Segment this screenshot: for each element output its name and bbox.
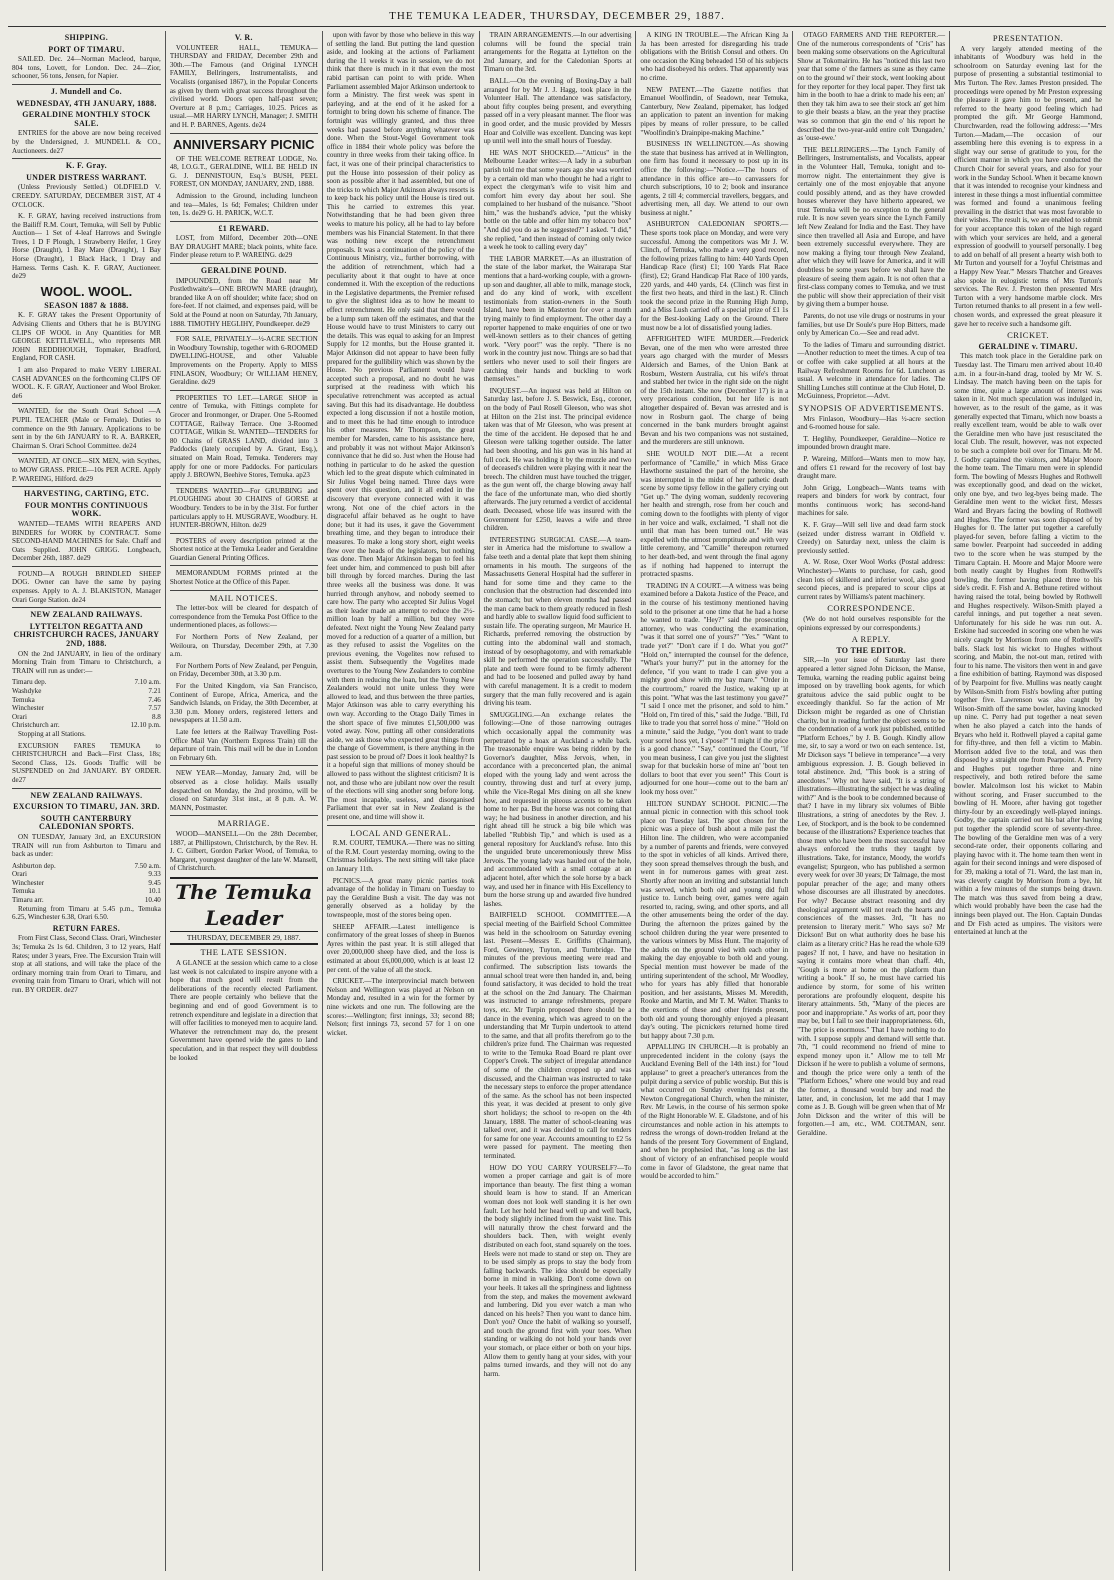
column-rule	[170, 815, 318, 816]
page-masthead: THE TEMUKA LEADER, THURSDAY, DECEMBER 29, 1887.	[8, 6, 1106, 27]
column-rule	[12, 84, 161, 85]
ad-heading: SEASON 1887 & 1888.	[44, 300, 129, 310]
column-rule	[170, 483, 318, 484]
text-block	[170, 394, 318, 480]
text-block	[797, 521, 945, 555]
text-block	[327, 31, 475, 822]
ad-heading: K. F. Gray.	[65, 161, 107, 171]
article-paragraph: FOR SALE, PRIVATELY—½-ACRE SECTION in Woodbury Township, together with 6-ROOMED DWELLING-HOUSE, and other Valuable Improvements on the Property. Apply to MISS FINLASON, Woodbury; Or WILLIAM HENEY, Geraldine. de29	[169, 335, 318, 387]
text-block	[12, 311, 161, 363]
article-paragraph: TRADING IN A COURT.—A witness was being examined before a Dakota Justice of the Peace, and in the course of his testimony mentioned having sold to the prisoner at one time that he had a horse he wanted to trade. "Hey?" said the prosecuting attorney, who was conducting the examination, "was it that sorrel one of yours?" "Yes." "Want to trade yet?" "Don't care if I do. What you got?" "Hold on," interrupted the counsel for the defence, "What's your hurry?" put in the attorney for the defence, "if you want to trade I can give you a mighty good show with my bay mare." "Order in the courtroom," roared the Justice, waking up at this point. "What was the last testimony you gave?" "I said I once met the prisoner, and sold to him." "Hold on, I'm tired of this," said the Judge. "Bill, I'd like to trade you that sorrel hoss o' mine." "Hold on a minute," said the Judge, "you don't want to trade your sorrel hoss yet, I s'pose?" "I might if the price is a good chance." "Say," continued the Court, "if you mean business, I can give you just the slightest swap for that buckskin horse of mine an' 'bout ten dollars to boot that ever you seen!" This Court is adjourned for one hour—come out to the barn an' look my hoss over."	[640, 581, 789, 797]
text-block	[484, 387, 632, 533]
article-paragraph: IMPOUNDED, from the Road near Mr Postlethwaite's—ONE BROWN MARE (draught), branded like A on off shoulder; white face; shod on fore-feet. If not claimed, and expenses paid, will be Sold at the Pound at noon on Saturday, 7th January, 1888. TIMOTHY HEGLIHY, Poundkeeper. de29	[169, 276, 318, 328]
article-paragraph: SIR,—In your issue of Saturday last there appeared a letter signed John Dickson, the Manse, Temuka, warning the reading public against being imposed on by travelling book agents, for which gratuitous advice the said public ought to be exceedingly thankful. So far the action of Mr Dickson might be regarded as one of Christian charity, but in reading further the object seems to be the condemnation of a work just published, entitled "Platform Echoes," by J. B. Gough. Kindly allow me, sir, to say a word or two on each sentence. 1st, Mr Dickson says "I believe in temperance"—a very ambiguous expression. J. B. Gough believed in total abstinence. 2nd, "This book is a string of anecdotes." Why not have said, "It is a string of illustrations—illustrating the subject he was dealing with?" And is the book to be condemned because of that? I have in my library six volumes of Bible Illustrations, a string of anecdotes by the Rev. J. Lee, of Stockport, and is the book to be condemned because of the illustrations? Experience teaches that those men who have been the most successful have always enforced the truths they taught by illustrations. Take, for instance, Moody, the world's evangelist; Spurgeon, who has published a sermon every week for over 30 years; Dr Talmage, the most popular preacher of the age; and many others whose discourses are all illustrated by anecdotes. For why? Because abstract reasoning and dry theological argument will not reach the hearts and consciences of the masses. 3rd, "It has no pretension to literary merit." Who says so? Mr Dickson! But on what authority does he base his claim as a literary critic? Has he read the whole 639 pages? If not, I have, and have no hesitation in saying it contains more wheat than chaff. 4th, "Gough is more at home on the platform than writing a book." If so, he must have carried his audience by storm, for some of his written perorations are profoundly eloquent, despite his literary attainments. 5th, "Many of the pieces are poor and inappropriate." As works of art, poor they may be, but I fail to see their inappropriateness. 6th, "The price is enormous." That I have nothing to do with. I suppose supply and demand will settle that. 7th, "I could recommend no friend of mine to expend money upon it." Allow me to tell Mr Dickson if he were to publish a volume of sermons, and though the price were only a tenth of the "Platform Echoes," where one would buy and read the former, a thousand would buy and read the latter, and, in conclusion, let me add that I may come as J. B. Gough will be green when that of Mr John Dickson and the writer of this will be forgotten.—I am, etc., WM. COLTMAN, senr. Geraldine.	[797, 656, 946, 1138]
text-block	[12, 457, 161, 483]
article-paragraph: LOST, from Milford, December 20th—ONE BAY DRAUGHT MARE; black points, white face. Finder please return to P. WAREING. de29	[169, 234, 318, 260]
article-paragraph: K. F. Gray—Will sell live and dead farm stock (seized under distress warrant in Oldfield v. Creedy) on Saturday next, unless the claim is previously settled.	[797, 521, 946, 555]
text-block	[12, 212, 161, 281]
text-block	[327, 839, 475, 873]
article-paragraph: OTAGO FARMERS AND THE REPORTER.—One of the numerous correspondents of "Cris" has been making some observations on the Agricultural Show at Tokomairiro. He has "noticed this last two year that some o' the farmers as sune as they came on to the ground wi' their stock, went looking about for they reporter for they local paper. They first tak him in the booth to hae a drink to made his een; an' then they tak him awa to see their stock an' get him to gie their beasts a blaw, an the year they practise was so common that gin the end o' his report he described the two-year-auld entire colt 'Dungaden,' as 'ouse-ewe.'	[797, 31, 946, 143]
newspaper-nameplate: The Temuka Leader	[170, 877, 318, 932]
ad-heading: £1 REWARD.	[218, 223, 270, 233]
text-block	[797, 146, 945, 309]
text-block	[797, 31, 945, 143]
timetable-row	[12, 870, 161, 879]
text-block	[797, 656, 945, 1137]
text-block	[12, 742, 161, 785]
article-paragraph: INQUEST.—An inquest was held at Hilton on Saturday last, before J. S. Beswick, Esq., coroner, on the body of Paul Rosell Gleeson, who was shot at Hilton on the 21st inst. The principal evidence taken was that of Mr Gleeson, who was present at the time of the accident. He deposed that he and Gleeson were talking together outside. The latter had been shooting, and his gun was in his hand at full cock. He was holding it by the muzzle and two of deceased's children were playing with it near the breech. The children must have touched the trigger, as the gun went off, the charge blowing away half the face of the unfortunate man, who died shortly afterwards. The jury returned a verdict of accidental death. Deceased, whose life was insured with the Government for £250, leaves a wife and three children.	[483, 386, 632, 533]
ad-heading: RETURN FARES.	[52, 923, 121, 933]
ad-heading: HARVESTING, CARTING, ETC.	[23, 489, 149, 499]
column-6	[792, 31, 949, 1571]
section-heading: A REPLY.	[851, 634, 891, 645]
timetable-time: 10.1	[148, 887, 161, 896]
article-paragraph: (We do not hold ourselves responsible for the opinions expressed by our correspondents.)	[797, 615, 946, 632]
ad-heading: SHIPPING.	[64, 33, 109, 42]
text-block	[640, 450, 788, 579]
timetable-row	[12, 696, 161, 705]
section-heading: PRESENTATION.	[992, 33, 1064, 43]
text-block	[170, 192, 318, 218]
text-block	[797, 455, 945, 481]
column-1	[8, 31, 165, 1571]
article-paragraph: APPALLING IN CHURCH.—It is probably an unprecedented incident in the colony (says the Auckland Evening Bell of the 14th inst.) for "loud applause" to greet a preacher's utterances from the pulpit during a service of public worship. But this is what occurred on Sunday evening last at the Newton Congregational Church, when the minister, Rev. Mr Lewis, in the course of his sermon spoke of the Right Honorable W. E. Gladstone, and of his circumstances and noble action in his attempts to redress the wrongs of down-trodden Ireland at the hands of the present Tory Government of England, and when he prophesied that, "as long as the last shout of victory of an enfranchised people would come in favor of Gladstone, the great name that would be accorded to him."	[640, 1043, 789, 1181]
text-block	[484, 149, 632, 252]
article-paragraph: For the United Kingdom, via San Francisco, Continent of Europe, Africa, America, and the Sandwich Islands, on Friday, the 30th December, at 3.30 p.m. Money orders, registered letters and newspapers at 11.50 a.m.	[169, 682, 318, 725]
text-block	[797, 484, 945, 518]
text-block	[12, 934, 161, 994]
text-block	[797, 435, 945, 452]
text-block	[484, 1164, 632, 1379]
text-block	[12, 570, 161, 604]
article-paragraph: VOLUNTEER HALL, TEMUKA—THURSDAY and FRIDAY, December 29th and 30th.—The Famous (and Original LYNCH FAMILY, Bellringers, Instrumentalists, and Vocalists (organised 1867), in the Popular Concerts as given by them with great success throughout the civilised world. Doors open half-past seven; Overture at 8 p.m.; Carriages, 10.25. Prices as usual.—MR HARRY LYNCH, Manager; J. SMITH and H. P. BARNES, Agents. de24	[169, 43, 318, 129]
text-block	[797, 341, 945, 401]
text-block	[327, 923, 475, 975]
text-block	[170, 335, 318, 387]
timetable-time: 7.46	[148, 695, 161, 704]
timetable-station: Temuka	[12, 695, 35, 704]
text-block	[797, 312, 945, 338]
text-block	[170, 487, 318, 530]
column-5	[635, 31, 792, 1571]
text-block	[640, 220, 788, 332]
text-block	[640, 800, 788, 1041]
text-block	[12, 366, 161, 400]
timetable-station: Orari	[12, 712, 27, 721]
text-block	[170, 44, 318, 130]
section-heading: SYNOPSIS OF ADVERTISEMENTS.	[798, 402, 945, 413]
article-paragraph: TRAIN ARRANGEMENTS.—In our advertising columns will be found the special train arrangements for the Regatta at Lyttelton on the 2nd January, and for the Caledonian Sports at Timaru on the 3rd.	[483, 31, 632, 74]
columns	[8, 31, 1106, 1571]
ad-heading: NEW ZEALAND RAILWAYS.	[30, 790, 143, 800]
article-paragraph: WOOD—MANSELL—On the 28th December, 1887, at Phillipstown, Christchurch, by the Rev. H. J. C. Gilbert, Gordon Parker Wood, of Temuka, to Margaret, youngest daughter of the late W. Mansell, of Christchurch.	[169, 829, 318, 873]
text-block	[12, 650, 161, 676]
text-block	[640, 582, 788, 797]
column-rule	[170, 765, 318, 766]
article-paragraph: SHE WOULD NOT DIE.—At a recent performance of "Camille," in which Miss Grace Hawthorne sustained the part of the heroine, she was interrupted in the midst of her pathetic death scene by some tipsy fellow in the gallery crying out "Get up." The dying woman, suddenly recovering her health and strength, rose from her couch and coming down to the footlights with plenty of vigor in her voice and walk, exclaimed, "I shall not die until that man has been turned out." He was expelled with the utmost promptitude and with very little ceremony, and "Camille" thereupon returned to her death-bed, and went through the final agony as if nothing had happened to interrupt the protracted spasms.	[640, 449, 789, 579]
ad-heading: V. R.	[234, 33, 253, 42]
column-rule	[170, 133, 318, 134]
timetable-time: 8.8	[151, 712, 161, 721]
text-block	[170, 830, 318, 873]
section-heading: CORRESPONDENCE.	[827, 603, 916, 614]
text-block	[170, 633, 318, 659]
editorial-dateline: THURSDAY, DECEMBER 29, 1887.	[170, 934, 318, 946]
text-block	[12, 55, 161, 81]
article-paragraph: upon with favor by those who believe in this way of settling the land. But putting the land question aside, and looking at the actions of Parliament during the 11 weeks it was in session, we do not think that there is much in it that even the most rabid partisan can point to with pride. When Parliament assembled Major Atkinson undertook to form a Ministry. The first week was spent in parleying, and at the end of it he asked for a fortnight to bring down his scheme of finance. The fortnight was willingly granted, and thus three weeks had passed before anything whatever was done. When the Stout-Vogel Government took office in 1884 their whole policy was before the country in three weeks from their taking office. In fact, it was one of their principal characteristics to put the House into possession of their policy as soon as possible after it had assembled, but one of the tricks to which Major Atkinson always resorts is to keep back his policy until the House is tired out. This he carried to extremes this year. Notwithstanding that he had been given three weeks to mature his policy, all he had to lay before members was his Financial Statement. In that there was nothing new except the retrenchment proposals. It was a continuation of the policy of the Continuous Ministry, viz., further borrowing, with the addition of retrenchment, which had a peculiarity about it that ought to have at once condemned it. With the exception of the reductions in the Legislative departments, the Premier refused to give the slightest idea as to how he meant to effect retrenchment. He only said that there would be a lump sum taken off the estimates, and that the House would have to trust Ministers to carry out the details. This was equal to asking for an Imprest Supply for 12 months, but the House granted it. Major Atkinson did not appear to have been fully prepared for the gullibility which was shown by the House. No previous Parliament would have accepted such a proposal, and no doubt he was surprised at the readiness with which his speculative retrenchment was accepted as actual saving. But this had its disadvantage. He doubtless expected a long discussion if not a hostile motion, and to meet this he had time enough to introduce his other measures. Mr Thompson, the great member for Marsden, came to his assistance here, and probably it was not without Major Atkinson's connivance that he did so. Just when the House had nothing in particular to do he asked the question which led to the great dispute which culminated in Sir Julius Vogel being named. Three days were spent over this question, and it all ended in the discovery that everyone connected with it was wrong. Not one of the chief actors in the disgraceful affair behaved as he ought to have done; but it had its uses, it gave the Government breathing time, and they began to introduce their measures. To make a long story short, eight weeks flew over the heads of the legislators, but nothing was done. Then Major Atkinson began to feel his feet under him, and commenced to push bill after bill through by forced marches. During the last three weeks all the business was done. It was hurried through anyhow, and nobody seemed to care how. The party who accepted Sir Julius Vogel as their leader made an attempt to reduce the 2½-million loan by half a million, but they were defeated. Next night the Young New Zealand party moved for a reduction of a quarter of a million, but as they refused to assist the Vogelites on the previous evening, the Vogelites now refused to assist them. Subsequently the Vogelites made overtures to the Young New Zealanders to combine with them in reducing the loan, but the Young New Zealanders would not unite unless they were allowed to lead, and thus between the three parties, Major Atkinson was able to carry everything his own way. According to the Otago Daily Times in the short space of five minutes £1,500,000 was voted away. Now, putting all other considerations aside, we ask those who expected great things from the change of Government, is there anything in the past session to be proud of? Does it look healthy? Is it a hopeful sign that millions of money should be allowed to pass without the slightest criticism? It is not, and those who are jubilant now over the result of the elections will sing another song before long. The most incapable, useless, and disorganised Parliament that ever sat in New Zealand is the present one, and time will show it.	[326, 31, 475, 822]
display-heading: ANNIVERSARY PICNIC	[172, 136, 315, 152]
text-block	[170, 155, 318, 189]
text-block	[640, 335, 788, 447]
article-paragraph: Admission to the Ground, including luncheon and tea—Males, 1s 6d; Females; Children under ten, 1s. de29 G. H. PARICK, W.C.T.	[169, 191, 318, 218]
timetable-row	[12, 721, 161, 730]
article-paragraph: Mrs Finlason, Woodbury—Has ½-acre section and 6-roomed house for sale.	[797, 414, 946, 432]
text-block	[327, 877, 475, 920]
timetable-row	[12, 862, 161, 871]
article-paragraph: (Unless Previously Settled.) OLDFIELD V. CREEDY. SATURDAY, DECEMBER 31ST, AT 4 O'CLOCK.	[12, 183, 161, 209]
text-block	[170, 569, 318, 586]
timetable-station: Washdyke	[12, 687, 42, 695]
text-block	[12, 833, 161, 859]
section-heading: LOCAL AND GENERAL.	[350, 827, 452, 838]
display-heading: WOOL. WOOL.	[40, 283, 133, 299]
column-rule	[12, 566, 161, 567]
text-block	[797, 415, 945, 432]
column-3	[322, 31, 479, 1571]
section-heading: MAIL NOTICES.	[209, 592, 278, 603]
column-rule	[12, 486, 161, 487]
timetable-station: Winchester	[12, 878, 45, 887]
text-block	[484, 31, 632, 74]
column-rule	[12, 158, 161, 159]
article-paragraph: SHEEP AFFAIR.—Latest intelligence is confirmatory of the great losses of sheep in Buenos Ayres within the past year. It is still alleged that over 20,000,000 sheep have died, and the loss is estimated at about £6,000,000, which is at least 12 per cent. of the value of all the stock.	[326, 922, 475, 974]
article-paragraph: From First Class, Second Class. Orari, Winchester 3s; Temuka 2s 1s 6d. Children, 3 to 12 years, Half Rates; under 3 years, Free. The Excursion Train will stop at all stations, and will take the place of the ordinary morning train from Orari to Timaru, and evening train from Timaru to Orari, which will not run. BY ORDER. de27	[12, 934, 161, 994]
column-rule	[170, 590, 318, 591]
article-paragraph: NEW PATENT.—The Gazette notifies that Emanuel Woolfindin, of Seadown, near Temuka, Canterbury, New Zealand, pipemaker, has lodged an application to patent an invention for making pipes by means of roller pressure, to be called "Woolfindin's Drainpipe-making Machine."	[640, 85, 789, 137]
article-paragraph: TENDERS WANTED—For GRUBBING and PLOUGHING about 30 CHAINS of GORSE at Woodbury. Tenders to be in by the 31st. For further particulars apply to H. MUSGRAVE, Woodbury. H. HUNTER-BROWN, Hilton. de29	[169, 486, 318, 530]
text-block	[484, 255, 632, 384]
column-7	[949, 31, 1106, 1571]
timetable-time: 10.40	[144, 896, 161, 905]
text-block	[12, 905, 161, 922]
article-paragraph: A very largely attended meeting of the inhabitants of Woodbury was held in the schoolroom on Saturday evening last for the purpose of presenting a substantial testimonial to Mrs Turton. The Rev. James Preston presided. The proceedings were opened by Mr Preston expressing the pleasure it gave him to be present, and he referred to the hearty good feeling which had prompted the gift. Mr George Hammond, Churchwarden, read the following address:—"Mrs Turton.—Madam,—The occasion of our assembling here this evening is to express in a slight way our sense of gratitude to you, for the efficient manner in which you have conducted the Church Choir for several years, and also for your work in the Sunday School. When it became known that it was intended to recognise your kindness and interest in these things a most influential committee was formed and found a unanimous feeling prevailing in the district that was most favorable to their wishes. The result is, we are enabled to submit for your acceptance this token of the high regard with which your services are held, and a general expression of goodwill to yourself personally. I beg to add on behalf of all present a hearty wish both to Mr Turton and yourself for a 'Joyful Christmas and a Happy New Year.'" Messrs Thatcher and Greaves also spoke in eulogistic terms of Mrs Turton's services. The Rev. J. Preston then presented Mrs Turton with a very handsome marble clock. Mrs Turton returned thanks to all present in a few well-chosen words, and expressed the great pleasure it gave her to receive such a handsome gift.	[954, 44, 1102, 328]
timetable-row	[12, 887, 161, 896]
timetable-station: Orari	[12, 870, 27, 879]
article-paragraph: R.M. COURT, TEMUKA.—There was no sitting of the R.M. Court yesterday morning, owing to the Christmas holidays. The next sitting will take place on January 11th.	[326, 839, 475, 873]
column-rule	[12, 788, 161, 789]
column-2	[165, 31, 322, 1571]
timetable-time: 7.57	[148, 704, 161, 713]
column-rule	[12, 403, 161, 404]
column-rule	[12, 453, 161, 454]
text-block	[640, 1043, 788, 1181]
ad-heading: FOUR MONTHS CONTINUOUS WORK.	[24, 500, 148, 519]
timetable-time: 7.21	[148, 687, 161, 695]
ad-heading: EXCURSION TO TIMARU, JAN. 3RD.	[13, 802, 160, 812]
timetable-row	[12, 896, 161, 905]
ad-heading: WEDNESDAY, 4TH JANUARY, 1888.	[16, 98, 157, 108]
text-block	[954, 352, 1102, 936]
section-heading: MARRIAGE.	[217, 818, 270, 829]
column-rule	[327, 825, 475, 826]
article-paragraph: To the ladies of Timaru and surrounding district.—Another reduction to meet the times. A cup of tea or coffee with cake supplied at all hours at the Railway Refreshment Rooms for 6d. Luncheon as usual. A welcome in attendance for ladies. The Shilling Lunches still continue at the Club Hotel, D. McGuinness, Proprietor.—Advt.	[797, 340, 946, 401]
timetable-row	[12, 713, 161, 722]
text-block	[484, 911, 632, 1160]
timetable-time: 9.45	[148, 878, 161, 887]
text-block	[12, 730, 161, 739]
text-block	[12, 183, 161, 209]
article-paragraph: CRICKET.—The interprovincial match between Nelson and Wellington was played at Nelson on Monday and, resulted in a win for the former by nine wickets and one run. The following are the scores:—Wellington; first innings, 33; second 88; Nelson; first innings 73, second 57 for 1 on one wicket.	[326, 977, 475, 1037]
timetable-row	[12, 687, 161, 696]
timetable-time: 12.10 p.m.	[130, 721, 161, 730]
ad-heading: GERALDINE POUND.	[200, 266, 287, 276]
text-block	[954, 45, 1102, 329]
article-paragraph: FOUND—A ROUGH BRINDLED SHEEP DOG. Owner can have the same by paying expenses. Apply to A. J. BLAKISTON, Manager Orari Gorge Station. de24	[12, 569, 161, 604]
article-paragraph: MEMORANDUM FORMS printed at the Shortest Notice at the Office of this Paper.	[169, 569, 318, 587]
timetable-row	[12, 879, 161, 888]
article-paragraph: The letter-box will be cleared for despatch of correspondence from the Temuka Post Office to the undermentioned places, as follows:—	[169, 604, 318, 630]
article-paragraph: ON the 2nd JANUARY, in lieu of the ordinary Morning Train from Timaru to Christchurch, a TRAIN will run as under:—	[12, 649, 161, 675]
article-paragraph: POSTERS of every description printed at the Shortest notice at the Temuka Leader and Geraldine Guardian General Printing Offices.	[169, 536, 318, 562]
text-block	[484, 536, 632, 708]
article-paragraph: WANTED, for the South Orari School —A PUPIL TEACHER (Male or Female). Duties to commence on the 9th January. Applications to be sent in by the 6th JANUARY to R. A. BARKER, Chairman S. Orari School Committee. de24	[12, 407, 161, 450]
timetable-station: Temuka	[12, 887, 35, 896]
text-block	[640, 86, 788, 138]
text-block	[327, 977, 475, 1037]
article-paragraph: John Grigg, Longbeach—Wants teams with reapers and binders for work by contract, four months continuous work; has second-hand machines for sale.	[797, 483, 946, 518]
section-heading: CRICKET.	[1007, 330, 1049, 341]
text-block	[170, 277, 318, 329]
ad-heading: GERALDINE MONTHLY STOCK SALE.	[22, 110, 151, 128]
text-block	[640, 31, 788, 83]
text-block	[640, 140, 788, 217]
column-rule	[170, 221, 318, 222]
timetable-station: Ashburton dep.	[12, 861, 56, 870]
text-block	[170, 234, 318, 260]
article-paragraph: T. Heglihy, Poundkeeper, Geraldine—Notice re impounded brown draught mare.	[797, 434, 946, 452]
article-paragraph: SMUGGLING.—An exchange relates the following:—One of those narrowing outrages which occasionally appal the community was perpetrated by a hoax at Auckland a while back. The treasonable enquire was being ridden by the Governor's daughter, Miss Jervois, when, in accordance with a preconcerted plan, the animal eloped with the young lady and went across the country, throwing dust and turf at every jump, while the Vice-Regal Mrs dining on all she knew how, and requested in piteous accents to be taken home to her pa. But the horse was not coming that way; he had business in another direction, and his right ahead till he struck a big bile which was labelled "Rubbish Tip," and which is used as a general repository for Auckland's refuse. Into this the unguided brute unceremoniously threw Miss Jervois. The young lady was hauled out of the hole, and accommodated with a small cottage at an adjacent hotel, after which the sole horse by a back way, and used her in finance with His Excellency to burn the horse strung up and awarded five hundred lashes.	[483, 710, 632, 908]
article-paragraph: Late fee letters at the Railway Travelling Post-Office Mail Van (Northern Express Train) till the departure of train. This mail will be due in London on February 6th.	[169, 727, 318, 762]
text-block	[797, 558, 945, 601]
article-paragraph: For Northern Ports of New Zealand, per Penguin, on Friday, December 30th, at 3.30 p.m.	[169, 661, 318, 679]
text-block	[170, 959, 318, 1062]
article-paragraph: ENTRIES for the above are now being received by the Undersigned, J. MUNDELL & CO., Auctioneers. de27	[12, 129, 161, 155]
article-paragraph: For Northern Ports of New Zealand, per Weiloura, on Thursday, December 29th, at 7.30 a.m.	[169, 633, 318, 659]
text-block	[170, 604, 318, 630]
article-paragraph: WANTED—TEAMS WITH REAPERS AND BINDERS for WORK by CONTRACT. Some SECOND-HAND MACHINES for Sale. Chaff and Oats Supplied. JOHN GRIGG. Longbeach, December 26th, 1887. de29	[12, 519, 161, 563]
column-rule	[170, 263, 318, 264]
timetable-row	[12, 678, 161, 687]
article-paragraph: HILTON SUNDAY SCHOOL PICNIC.—The annual picnic in connection with this school took place on Tuesday last. The spot chosen for the picnic was a piece of bush about a mile past the Hilton line. The children, who were accompanied by a number of parents and friends, were conveyed to the spot in vehicles of all kinds. Arrived there, they soon spread themselves through the bush, and went in for numerous games with great zest. Shortly after noon an inviting and substantial lunch was served, which both old and young did full justice to. Lunch being over, games were again resorted to, racing, swing, and other sports, and all the other amusements being the order of the day. During the afternoon the prizes gained by the school children during the year were presented to the various winners by Miss Hunt. The majority of the adults on the ground vied with each other in making the day enjoyable to both old and young. Special mention must however be made of the untiring superintendent of the school, Mr Woodley, who for years has ably filled that honorable position, and her assistants, Misses M. Meredith, Rooke and Martin, and Mr T. M. Walter. Thanks to the exertions of these and other friends present, both old and young thoroughly enjoyed a pleasant day's outing. The picnickers returned home tired but happy about 7.30 p.m.	[640, 799, 789, 1040]
text-block	[170, 662, 318, 679]
article-paragraph: A. W. Rose, Oxer Wool Works (Postal address: Winchester)—Wants to purchase, for cash, good clean lots of skillered and inferior wool, also good second pieces, and is prepared to scour clips at current rates by Williams's patent machinery.	[797, 558, 946, 601]
article-paragraph: PROPERTIES TO LET.—LARGE SHOP in centre of Temuka, with Fittings complete for Grocer and Ironmonger, or Draper. One 5-Roomed COTTAGE, Railway Terrace. One 3-Roomed COTTAGE, Wilkin St. WANTED—TENDERS for 80 Chains of GRASS LAND, divided into 3 Paddocks (lately occupied by A. Grant, Esq.), situated on Main Road, Temuka. Tenderers may apply for one or more Paddocks. For particulars apply J. BROWN, Beehive Stores, Temuka. ap23	[169, 393, 318, 480]
article-paragraph: BUSINESS IN WELLINGTON.—As showing the state that business has arrived at in Wellington, one firm has found it necessary to post up in its office the following:—"Notice.—The hours of attendance in this office are—to canvassers for church subscriptions, 10 to 2; book and insurance agents, 2 till 4; commercial travellers, beggars, and advertising men, all day. We attend to our own business at night."	[640, 140, 789, 217]
ad-heading: NEW ZEALAND RAILWAYS.	[30, 610, 143, 620]
text-block	[484, 711, 632, 909]
timetable-time: 9.33	[148, 870, 161, 879]
ad-heading: LYTTELTON REGATTA AND CHRISTCHURCH RACES, JANUARY 2ND, 1888.	[13, 621, 160, 649]
timetable-station: Timaru dep.	[12, 678, 47, 687]
article-paragraph: ASHBURTON CALEDONIAN SPORTS.—These sports took place on Monday, and were very successful. Among the competitors was Mr J. W. Clinch, of Temuka, who made a very good record, the following prizes falling to him: 440 Yards Open Handicap Race (first) £1; 100 Yards Flat Race (first), £2; Grand Handicap Flat Race of 100 yards, 220 yards, and 440 yards, £4. (Clinch was first in the first two heats, and third in the last.) R. Clinch took the second prize in the Running High Jump, and a Miss Lush carried off a special prize of £1 1s for the Best-looking Lady on the Ground. There must now be a lot of dissatisfied young ladies.	[640, 220, 789, 332]
timetable-time: 7.50 a.m.	[134, 861, 161, 870]
text-block	[484, 77, 632, 146]
text-block	[12, 520, 161, 563]
text-block	[170, 769, 318, 812]
ad-heading: UNDER DISTRESS WARRANT.	[26, 172, 147, 182]
text-block	[12, 407, 161, 450]
article-paragraph: WANTED, AT ONCE—SIX MEN, with Scythes, to MOW GRASS. PRICE—10s PER ACRE. Apply P. WAREING, Hilford. de29	[12, 457, 161, 483]
article-paragraph: BALL.—On the evening of Boxing-Day a ball arranged for by Mr J. J. Hagg, took place in the Volunteer Hall. The attendance was satisfactory, about fifty couples being present, and everything passed off in a very pleasant manner. The floor was in good order, and the music provided by Messrs Hoar and Colville was excellent. Dancing was kept up until well into the small hours of Tuesday.	[483, 76, 632, 146]
timetable-station: Timaru arr.	[12, 896, 44, 905]
timetable-time: 7.10 a.m.	[134, 678, 161, 687]
text-block	[170, 728, 318, 762]
article-paragraph: INTERESTING SURGICAL CASE.—A team-ster in America had the misfortune to swallow a false teeth and a dental plate that kept them shining ornaments in his mouth. The surgeons of the Massachusetts General Hospital had the sufferer in hand for some time and they came to the conclusion that the obstruction had descended into the stomach; but when eleven months had passed the man came back to them greatly reduced in flesh and hardly able to swallow liquid food sufficient to sustain life. The operating surgeon, Mr Maurice H. Richards, preferred removing the obstruction by cutting into the abdominal wall and stomach, instead of by oesophagotomy, and with remarkable skill he performed the operation successfully. The plate and teeth were found to be firmly adherent and had to be loosened and pulled away by hand with careful management. It is a credit to modern surgery that the man fully recovered and is again driving his team.	[483, 535, 632, 708]
article-paragraph: THE LABOR MARKET.—As an illustration of the state of the labor market, the Wairarapa Star mentions that a hard-working couple, with a grown-up son and daughter, all able to milk, manage stock, and do any kind of work, with excellent testimonials from station-owners in the South Island, have been in Masterton for over a month trying mainly to find employment. The other day a reporter happened to make enquiries of one or two well-known settlers as to their chances of getting work. "Very poor!" was the reply. "There is no work in the country just now. Things are so bad that settlers who never used to soil their fingers are catching their hands and buckling to work themselves."	[483, 254, 632, 384]
article-paragraph: Stopping at all Stations.	[18, 729, 86, 738]
timetable-station: Christchurch arr.	[12, 721, 60, 730]
text-block	[170, 682, 318, 725]
ad-heading: GERALDINE v. TIMARU.	[978, 341, 1078, 351]
column-rule	[12, 607, 161, 608]
article-paragraph: This match took place in the Geraldine park on Tuesday last. The Timaru men arrived about 10.40 a.m. in a four-in-hand drag, tooled by Mr W. S. Lindsay. The match having been on the tapis for some time, quite a large amount of interest was taken in it. Not much speculation was indulged in, however, as to the result of the game, as it was generally expected that Timaru, which now boasts a really excellent team, would be able to walk over the Geraldine men who have just resuscitated the local Club. The result, however, was not expected to be such a complete boil over for Timaru. Mr M. J. Godby captained the visitors, and Major Moore the home team. The Timaru men were in splendid form. The bowling of Messrs Hughes and Rothwell was exceptionally good, and dead on the wicket, only one bye, and two leg-byes being made. The Geraldine men went to the wicket first, Messrs Ward and Bryars facing the bowling of Rothwell and Hughes. The former was soon disposed of by Hughes for 0. The latter put together a carefully played-for seven, before falling a victim to the same bowler. Pearpoint had succeeded in adding two to the score when he was stumped by the Timaru Captain. H. Moore and Major Moore were both neatly caught by Hughes from Rothwell's bowling, the former having placed three to his side's credit. F. Fish and A. Bethune retired without having raised the total, being bowled by Rothwell and Hughes respectively. Wilson-Smith played a careful innings, and put together a neat seven. Unfortunately for his side he was run out. A. Erskine had succeeded in scoring one when he was nicely caught by Morrison from one of Rothwell's balls. Slack lost his wicket to Hughes without scoring, and Mabin, the not-out man, retired with four to his name. The visitors then went in and gave a fine exhibition of batting. Raymond was disposed of by Pearpoint for five. Mullins was neatly caught by Wilson-Smith from Fish's bowling after putting together five. Lawrenson was also caught by Wilson-Smith off the same bowler, having knocked up nine. C. Perry had put together a neat seven when he also played a catch into the hands of Bryars who held it. Rothwell played a capital game for fifty-three, and then fell a victim to Mabin. Morrison added five to the total, and was then disposed by a straight one from Pearpoint. A. Perry and Hughes put together three and nine respectively, and both retired before the same bowler. Malcolmson lost his wicket to Mabin without scoring, and Fraser succumbed to the bowling of H. Moore, after having got together thirty-four by an exceedingly well-played innings. Godby, the captain carried out his bat after having put together the splendid score of seventy-three. The bowling of the Geraldine men was of a very second-rate order, their opponents collaring and playing havoc with it. The home team then went in again for their second innings and were disposed of for 39, making a total of 71. Ward, the last man in, was cleverly caught by Morrison from a bye, hit within a few minutes of the stumps being drawn. The match was thus saved from being a draw, which would probably have been the case had the innings been played out. The Hon. Captain Dundas and Dr Fish acted as umpires. The visitors were entertained at lunch at the	[954, 352, 1102, 937]
article-paragraph: OF THE WELCOME RETREAT LODGE, No. 48, I.O.G.T., GERALDINE, WILL BE HELD IN G. J. DENNISTOUN, Esq.'s BUSH, PEEL FOREST, ON MONDAY, JANUARY, 2ND, 1888.	[169, 154, 318, 189]
article-paragraph: EXCURSION FARES TEMUKA to CHRISTCHURCH and Back—First Class, 18s; Second Class, 12s. Goods Traffic will be SUSPENDED on 2nd JANUARY. BY ORDER. de27	[12, 741, 161, 784]
timetable-station: Winchester	[12, 704, 45, 713]
column-4	[479, 31, 636, 1571]
article-paragraph: A GLANCE at the session which came to a close last week is not calculated to inspire anyone with a hope that much good will result from the deliberations of the recently elected Parliament. There are people certainly who believe that the beginning and end of good Government is to retrench expenditure and legislate in a direction that will offer facilities to moneyed men to acquire land. Whatever the retrenchment may do, the present Government have opened wide the gates to land speculation, and in that respect they will doubtless be looked	[169, 959, 318, 1062]
text-block	[797, 615, 945, 632]
article-paragraph: Parents, do not use vile drugs or nostrums in your families, but use Dr Soule's pure Hop Bitters, made only by American Co.—See and read advt.	[797, 312, 946, 338]
article-paragraph: A KING IN TROUBLE.—The African King Ja Ja has been arrested for disregarding his trade obligations with the British Consul and others. On one occasion the King beheaded 150 of his subjects who had disobeyed his orders. That apparently was no crime.	[640, 31, 789, 82]
column-rule	[170, 565, 318, 566]
article-paragraph: ON TUESDAY, January 3rd, an EXCURSION TRAIN will run from Ashburton to Timaru and back as under:	[12, 832, 161, 859]
column-rule	[170, 533, 318, 534]
article-paragraph: K. F. GRAY takes the Present Opportunity of Advising Clients and Others that he is BUYING CLIPS OF WOOL in Any Quantities for MR GEORGE KETTLEWELL, who represents MR JOHN REDDIHOUGH, Topmaker, Bradford, England, FOR CASH.	[12, 311, 161, 363]
article-paragraph: I am also Prepared to make VERY LIBERAL CASH ADVANCES on the forthcoming CLIPS OF WOOL. K. F. GRAY, Auctioneer and Wool Broker. de6	[12, 366, 161, 400]
column-rule	[170, 331, 318, 332]
article-paragraph: NEW YEAR—Monday, January 2nd, will be observed as a close holiday. Mails usually despatched on Monday, the 2nd proximo, will be closed on Saturday 31st inst., at 8 p.m. A. W. MANN, Postmaster.	[169, 769, 318, 812]
article-paragraph: K. F. GRAY, having received instructions from the Bailiff R.M. Court, Temuka, will Sell by Public Auction— 1 Set of 4-leaf Harrows and Swingle Trees, 1 D F Plough, 1 Strawberry Heifer, 1 Grey Horse (Draught), 1 Bay Mare (Draught), 1 Bay Horse (Draught), 1 Black Hack, 1 Dray and Harness. Terms Cash. K. F. GRAY, Auctioneer. de29	[12, 212, 161, 281]
text-block	[12, 129, 161, 155]
article-paragraph: BAIRFIELD SCHOOL COMMITTEE.—A special meeting of the Bairfield School Committee was held in the schoolroom on Saturday evening last. Present—Messrs E. Griffiths (Chairman), Ford, Gewinney, Tuyton, and Turnbridge. The minutes of the previous meeting were read and confirmed. The subscription lists towards the annual school treat were then handed in, and, being found satisfactory, it was decided to hold the treat at the school on the 2nd January. The Chairman was instructed to arrange refreshments, prepare toys, etc. Mr Turpin proposed there should be a dance in the evening, which was agreed to on the understanding that Mr Turpin undertook to attend to the same, and that all profits therefrom go to the children's prize fund. The Chairman was requested to write to the Temuka Road Board re plant over Copper's Creek. The subject of irregular attendance of some of the children cropped up and was discussed, and the Chairman was instructed to take the necessary steps to enforce the proper attendance of the same. As the school has not been inspected this year, it was decided at present to only give short holidays; the school to re-open on the 4th January, 1888. The matter of school-cleaning was talked over, and it was decided to call for tenders for same for one year. Accounts amounting to £2 5s were passed for payment. The meeting then terminated.	[483, 911, 632, 1160]
article-paragraph: HE WAS NOT SHOCKED.—"Atticus" in the Melbourne Leader writes:—A lady in a suburban parish told me that some years ago she was worried by a certain old man who thought he had a right to expect the clergyman's wife to visit him and comfort him every day about her soul. She complained to her husband of the nuisance. "Shoot him," was the husband's advice, "put the whisky bottle on the table and offer him my tobacco box" "And did you do as he suggested?" I asked. "I did," she replied, "and then instead of coming only twice a week he took to calling every day"	[483, 148, 632, 252]
article-paragraph: PICNICS.—A great many picnic parties took advantage of the holiday in Timaru on Tuesday to pay the Geraldine Bush a visit. The day was not generally observed as a holiday by the townspeople, most of the stores being open.	[326, 876, 475, 919]
ad-heading: PORT OF TIMARU.	[48, 44, 125, 54]
ad-heading: J. Mundell and Co.	[50, 86, 122, 96]
ad-heading: TO THE EDITOR.	[836, 645, 907, 655]
article-paragraph: P. Wareing, Milford—Wants men to mow hay, and offers £1 reward for the recovery of lost bay draught mare.	[797, 454, 946, 481]
article-paragraph: HOW DO YOU CARRY YOURSELF?—To women a proper carriage and gait is of more importance than beauty. The first thing a woman should learn is how to stand. If an American woman does not look well standing it is her own fault. Let her hold her head well up and well back, the body slightly inclined from the waist line. This will naturally throw the chest forward and the shoulders back. Then, with weight evenly distributed on each foot, stand squarely on the toes. Heels were not made to stand or step on. They are to be used simply as props to stay the body from falling backwards. The idea should be especially borne in mind in walking. Don't come down on your heels. It takes all the springiness and lightness from the step, and makes the movement awkward and lumbering. Did you ever watch a man who danced on his heels? Then you want to dance him. Don't you? Once the habit of walking so yourself, and touch the ground first with your toes. When standing or walking do not hold your hands over your stomach, or place either or both on your hips. Allow them to gently hang at your sides, with your palms turned inwards, and they will not do any harm.	[483, 1163, 632, 1378]
timetable-row	[12, 704, 161, 713]
article-paragraph: THE BELLRINGERS.—The Lynch Family of Bellringers, Instrumentalists, and Vocalists, appear in the Volunteer Hall, Temuka, tonight and to-morrow night. The entertainment they give is certainly one of the most enjoyable that anyone could possibly attend, and as they have crowded houses wherever they have hitherto appeared, we trust Temuka will be no exception to the general rule. It is now seven years since the Lynch Family left New Zealand for India and the East. They have since then travelled all Asia and Europe, and have been extremely successful everywhere. They are now making a flying tour through New Zealand, after which they will leave for America, and it will doubtless be some years before we shall have the pleasure of seeing them again. It is not often that a first-class company comes to Temuka, and we trust the public will show their appreciation of their visit by giving them a bumper house.	[797, 145, 946, 309]
text-block	[170, 537, 318, 563]
section-heading: THE LATE SESSION.	[200, 947, 288, 958]
ad-heading: SOUTH CANTERBURY CALEDONIAN SPORTS.	[38, 813, 134, 832]
article-paragraph: Returning from Timaru at 5.45 p.m., Temuka 6.25, Winchester 6.38, Orari 6.50.	[12, 904, 161, 922]
article-paragraph: SAILED. Dec. 24—Norman Macleod, barque, 804 tons, Lovett, for London. Dec. 24—Zior, schooner, 56 tons, Jensen, for Napier.	[12, 55, 161, 81]
column-rule	[170, 390, 318, 391]
article-paragraph: AFFRIGHTED WIFE MURDER.—Frederick Bevan, one of the men who were arrested three years ago charged with the murder of Messrs Aldersich and Barnes, of the Union Bank at Rosburn, Western Australia, cut his wife's throat and stabbed her twice in the right side on the night of the 15th instant. She now (December 17) is in a very precarious condition, but her life is not altogether despaired of. Bevan was arrested and is now in Rosburn gaol. The charge of being concerned in the bank murders brought against Bevan and his two companions was not sustained, and the murderers are still unknown.	[640, 335, 789, 447]
